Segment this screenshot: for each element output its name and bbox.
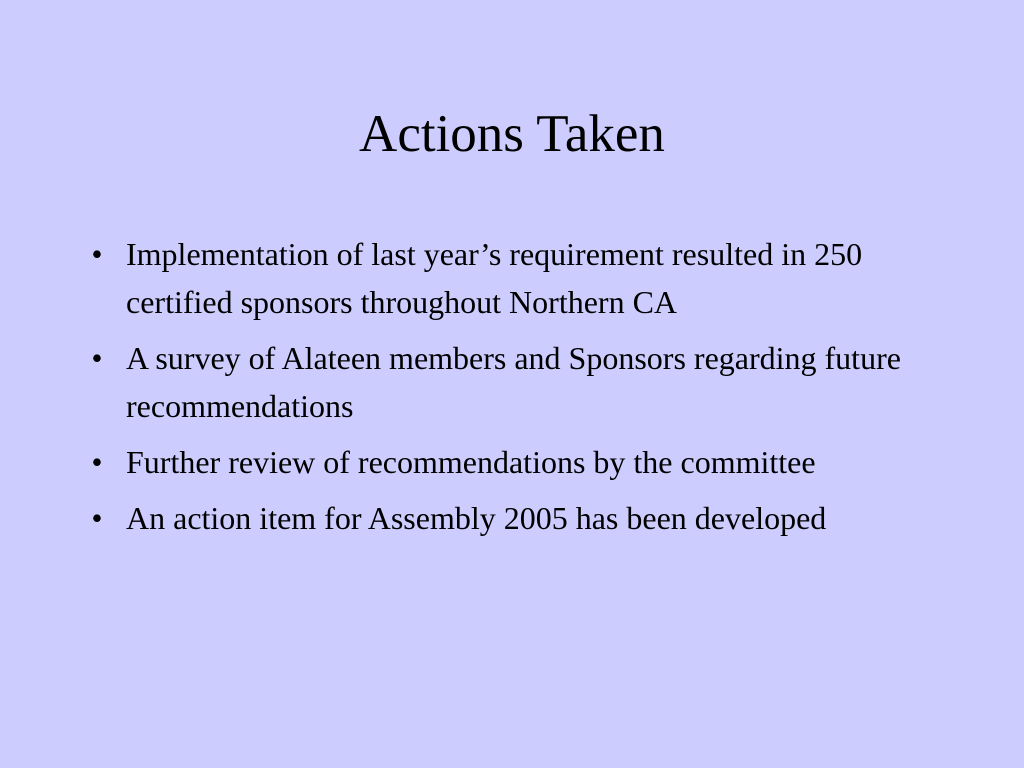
bullet-list [82, 230, 952, 550]
bullet-item [82, 438, 952, 486]
bullet-text: Further review of recommendations by the committee [126, 444, 816, 480]
bullet-item [82, 230, 952, 326]
bullet-item [82, 494, 952, 542]
bullet-item [82, 334, 952, 430]
bullet-icon: • [91, 444, 103, 480]
bullet-icon: • [91, 500, 103, 536]
bullet-text: A survey of Alateen members and Sponsors regarding future recommendations [126, 340, 901, 424]
slide-title: Actions Taken [359, 105, 665, 163]
bullet-icon: • [91, 340, 103, 376]
bullet-icon: • [91, 236, 103, 272]
bullet-text: Implementation of last year’s requirement resulted in 250 certified sponsors throughout Northern CA [126, 236, 863, 320]
bullet-text: An action item for Assembly 2005 has been developed [126, 500, 827, 536]
